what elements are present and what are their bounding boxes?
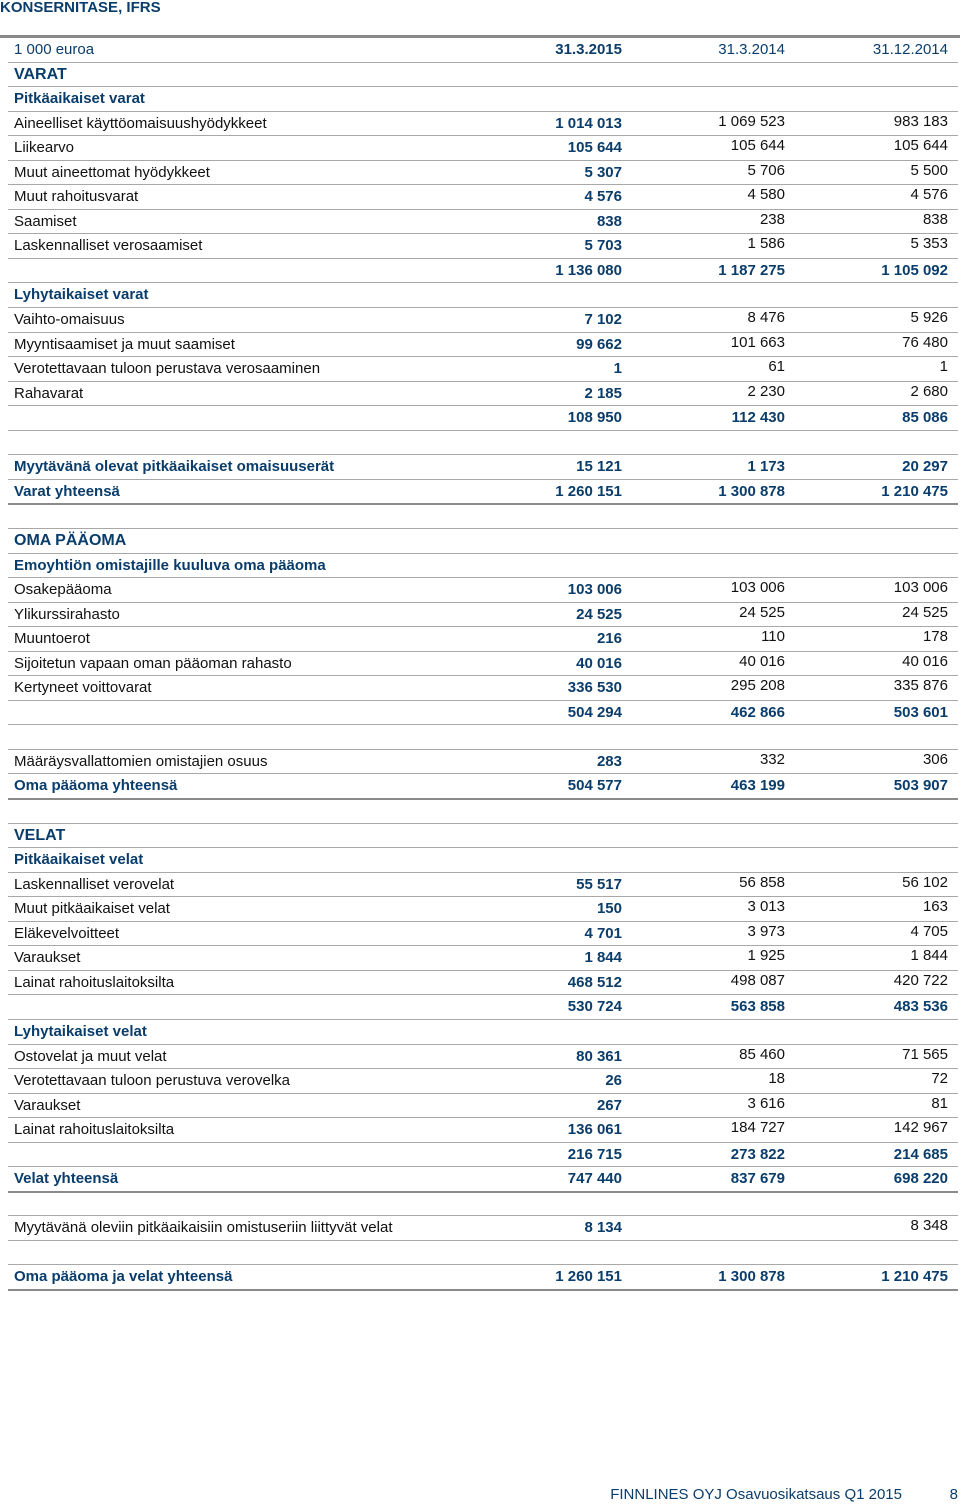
body-row <box>0 1045 960 1070</box>
subsection-row <box>0 283 960 308</box>
row-label: Laskennalliset verovelat <box>14 875 175 893</box>
value-col1: 1 260 151 <box>555 1268 622 1286</box>
body-row <box>0 234 960 259</box>
value-col1: 99 662 <box>576 335 622 353</box>
row-label: Ostovelat ja muut velat <box>14 1047 167 1065</box>
value-col1: 40 016 <box>576 654 622 672</box>
value-col3: 56 102 <box>902 873 948 891</box>
value-col1: 7 102 <box>584 311 622 328</box>
body-row <box>0 333 960 358</box>
row-label: Varaukset <box>14 949 81 967</box>
value-col2: 1 069 523 <box>718 112 785 130</box>
value-col2: 103 006 <box>730 579 785 597</box>
value-col2: 295 208 <box>730 677 785 695</box>
body-row <box>0 750 960 775</box>
value-col3: 1 105 092 <box>881 261 948 279</box>
subsection-row <box>0 848 960 873</box>
value-col2: 184 727 <box>730 1119 785 1137</box>
blank-row <box>0 799 960 824</box>
subtotal-row <box>0 701 960 726</box>
value-col3: 71 565 <box>902 1045 948 1063</box>
subtotal-row <box>0 995 960 1020</box>
blank-row <box>0 431 960 456</box>
subtotal-row <box>0 259 960 284</box>
value-col3: 163 <box>922 898 948 916</box>
value-col1: 105 644 <box>567 139 622 157</box>
row-label: VARAT <box>14 65 67 83</box>
table-header <box>0 38 960 63</box>
unit-label: 1 000 euroa <box>14 41 95 58</box>
body-row <box>0 627 960 652</box>
value-col1: 150 <box>596 900 622 918</box>
body-row <box>0 1094 960 1119</box>
value-col3: 142 967 <box>893 1119 948 1137</box>
value-col1: 1 014 013 <box>555 114 622 132</box>
value-col3: 983 183 <box>893 112 948 130</box>
body-row <box>0 578 960 603</box>
value-col2: 462 866 <box>730 703 785 721</box>
value-col1: 283 <box>596 752 622 770</box>
body-row <box>0 185 960 210</box>
subsection-row <box>0 87 960 112</box>
subsection-row <box>0 554 960 579</box>
value-col3: 8 348 <box>910 1217 948 1235</box>
row-label: Muuntoerot <box>14 630 90 648</box>
value-col2: 85 460 <box>739 1045 785 1063</box>
section-row <box>0 529 960 554</box>
value-col3: 420 722 <box>893 971 948 989</box>
page-title: KONSERNITASE, IFRS <box>0 0 161 16</box>
row-label: Lyhytaikaiset velat <box>14 1022 147 1040</box>
value-col2: 1 300 878 <box>718 1268 785 1286</box>
column-header-3: 31.12.2014 <box>872 41 948 58</box>
value-col3: 4 576 <box>910 186 948 204</box>
row-label: Velat yhteensä <box>14 1170 119 1188</box>
value-col2: 24 525 <box>739 603 785 621</box>
subtotal-row <box>0 406 960 431</box>
row-label: Ylikurssirahasto <box>14 605 120 623</box>
value-col1: 24 525 <box>576 605 622 623</box>
row-label: Laskennalliset verosaamiset <box>14 237 203 255</box>
value-col2: 101 663 <box>730 333 785 351</box>
value-col1: 1 260 151 <box>555 482 622 500</box>
value-col2: 837 679 <box>730 1170 785 1188</box>
value-col1: 5 307 <box>584 163 622 181</box>
row-label: Rahavarat <box>14 384 84 402</box>
value-col3: 20 297 <box>902 458 948 476</box>
column-header-1: 31.3.2015 <box>555 41 622 58</box>
row-label: OMA PÄÄOMA <box>14 531 127 549</box>
page-footer <box>0 1486 960 1504</box>
body-row <box>0 971 960 996</box>
body-row <box>0 161 960 186</box>
body-row <box>0 676 960 701</box>
row-label: Vaihto-omaisuus <box>14 311 125 328</box>
value-col1: 1 <box>613 360 622 378</box>
subsection-row <box>0 1020 960 1045</box>
total-row <box>0 774 960 799</box>
value-col3: 698 220 <box>893 1170 948 1188</box>
value-col2: 1 925 <box>747 947 785 965</box>
value-col2: 61 <box>768 358 785 376</box>
value-col2: 1 586 <box>747 235 785 253</box>
row-label: Myyntisaamiset ja muut saamiset <box>14 335 235 353</box>
row-label: Pitkäaikaiset varat <box>14 90 145 108</box>
row-label: Lyhytaikaiset varat <box>14 286 149 304</box>
row-label: Emoyhtiön omistajille kuuluva oma pääoma <box>14 556 326 574</box>
value-col1: 15 121 <box>576 458 622 476</box>
value-col1: 136 061 <box>567 1121 622 1139</box>
row-label: Muut rahoitusvarat <box>14 188 139 206</box>
row-label: Aineelliset käyttöomaisuushyödykkeet <box>14 114 267 132</box>
value-col2: 463 199 <box>730 777 785 795</box>
value-col1: 216 715 <box>567 1145 622 1163</box>
value-col1: 80 361 <box>576 1047 622 1065</box>
value-col2: 273 822 <box>730 1145 785 1163</box>
value-col2: 1 300 878 <box>718 482 785 500</box>
body-row <box>0 1216 960 1241</box>
body-row <box>0 873 960 898</box>
value-col1: 4 701 <box>584 924 622 942</box>
row-label: Muut aineettomat hyödykkeet <box>14 163 210 181</box>
value-col1: 1 136 080 <box>555 261 622 279</box>
value-col3: 214 685 <box>893 1145 948 1163</box>
body-row <box>0 897 960 922</box>
row-label: Verotettavaan tuloon perustuva verovelka <box>14 1072 291 1090</box>
row-label: Myytävänä olevat pitkäaikaiset omaisuuserät <box>14 458 335 476</box>
total-row <box>0 480 960 505</box>
value-col3: 5 353 <box>910 235 948 253</box>
value-col3: 178 <box>922 628 948 646</box>
section-row <box>0 63 960 88</box>
value-col1: 747 440 <box>567 1170 622 1188</box>
value-col2: 40 016 <box>739 652 785 670</box>
value-col2: 112 430 <box>731 409 785 427</box>
row-label: Varat yhteensä <box>14 482 120 500</box>
body-row <box>0 112 960 137</box>
total-row <box>0 1167 960 1192</box>
value-col3: 1 210 475 <box>881 1268 948 1286</box>
row-label: VELAT <box>14 826 66 844</box>
row-label: Oma pääoma ja velat yhteensä <box>14 1268 233 1286</box>
value-col2: 56 858 <box>739 873 785 891</box>
row-label: Oma pääoma yhteensä <box>14 777 178 795</box>
value-col2: 110 <box>761 628 785 646</box>
body-row <box>0 603 960 628</box>
value-col3: 24 525 <box>902 603 948 621</box>
value-col3: 1 844 <box>910 947 948 965</box>
value-col2: 498 087 <box>730 971 785 989</box>
value-col2: 3 616 <box>747 1094 785 1112</box>
value-col2: 3 973 <box>747 922 785 940</box>
value-col1: 8 134 <box>584 1219 622 1237</box>
value-col3: 335 876 <box>893 677 948 695</box>
value-col2: 1 173 <box>747 458 785 476</box>
value-col2: 1 187 275 <box>718 261 785 279</box>
value-col3: 483 536 <box>893 998 948 1016</box>
body-row <box>0 946 960 971</box>
value-col2: 563 858 <box>730 998 785 1016</box>
value-col3: 72 <box>931 1070 948 1088</box>
blank-row <box>0 1192 960 1217</box>
value-col3: 503 907 <box>893 777 948 795</box>
body-row <box>0 652 960 677</box>
body-row <box>0 382 960 407</box>
row-label: Muut pitkäaikaiset velat <box>14 900 170 918</box>
value-col2: 238 <box>759 210 785 228</box>
row-divider <box>8 1289 958 1291</box>
value-col2: 8 476 <box>747 309 785 326</box>
row-label: Eläkevelvoitteet <box>14 924 120 942</box>
value-col1: 5 703 <box>584 237 622 255</box>
row-label: Verotettavaan tuloon perustava verosaaminen <box>14 360 321 378</box>
value-col3: 2 680 <box>910 382 948 400</box>
value-col3: 40 016 <box>902 652 948 670</box>
value-col3: 76 480 <box>902 333 948 351</box>
footer-text: FINNLINES OYJ Osavuosikatsaus Q1 2015 <box>610 1486 902 1503</box>
body-row <box>0 136 960 161</box>
value-col3: 5 500 <box>910 161 948 179</box>
body-row <box>0 1118 960 1143</box>
value-col2: 105 644 <box>730 137 785 155</box>
row-label: Varaukset <box>14 1096 81 1114</box>
value-col3: 1 <box>939 358 948 376</box>
body-row <box>0 357 960 382</box>
body-row <box>0 308 960 333</box>
value-col1: 26 <box>605 1072 622 1090</box>
value-col1: 530 724 <box>567 998 622 1016</box>
row-label: Saamiset <box>14 212 77 230</box>
blank-row <box>0 504 960 529</box>
value-col3: 105 644 <box>893 137 948 155</box>
subtotal-row <box>0 1143 960 1168</box>
row-label: Sijoitetun vapaan oman pääoman rahasto <box>14 654 292 672</box>
value-col2: 2 230 <box>747 382 785 400</box>
value-col2: 4 580 <box>747 186 785 204</box>
value-col1: 504 294 <box>567 703 622 721</box>
body-row <box>0 922 960 947</box>
value-col3: 503 601 <box>893 703 948 721</box>
value-col1: 336 530 <box>567 679 622 697</box>
column-header-2: 31.3.2014 <box>718 41 785 58</box>
blank-row <box>0 725 960 750</box>
value-col1: 55 517 <box>576 875 622 893</box>
page-number: 8 <box>949 1486 958 1503</box>
body-row <box>0 210 960 235</box>
value-col2: 332 <box>759 750 785 768</box>
value-col3: 306 <box>922 750 948 768</box>
value-col1: 2 185 <box>584 384 622 402</box>
value-col1: 103 006 <box>567 581 622 599</box>
header-divider <box>8 62 958 63</box>
row-label: Osakepääoma <box>14 581 112 599</box>
value-col2: 3 013 <box>747 898 785 916</box>
value-col3: 85 086 <box>902 409 948 427</box>
value-col2: 5 706 <box>747 161 785 179</box>
value-col3: 838 <box>922 210 948 228</box>
value-col2: 18 <box>768 1070 785 1088</box>
row-label: Lainat rahoituslaitoksilta <box>14 973 175 991</box>
value-col1: 468 512 <box>567 973 622 991</box>
value-col3: 1 210 475 <box>881 482 948 500</box>
row-label: Kertyneet voittovarat <box>14 679 152 697</box>
value-col1: 1 844 <box>584 949 622 967</box>
value-col3: 81 <box>931 1094 948 1112</box>
value-col3: 103 006 <box>893 579 948 597</box>
row-label: Myytävänä oleviin pitkäaikaisiin omistuseriin liittyvät velat <box>14 1219 393 1237</box>
blank-row <box>0 1241 960 1266</box>
row-label: Määräysvallattomien omistajien osuus <box>14 752 268 770</box>
value-col3: 4 705 <box>910 922 948 940</box>
value-col3: 5 926 <box>910 309 948 326</box>
row-label: Lainat rahoituslaitoksilta <box>14 1121 175 1139</box>
value-col1: 4 576 <box>584 188 622 206</box>
body-row <box>0 1069 960 1094</box>
row-label: Liikearvo <box>14 139 75 157</box>
value-col1: 108 950 <box>567 409 622 427</box>
total-row <box>0 1265 960 1290</box>
value-col1: 216 <box>596 630 622 648</box>
row-label: Pitkäaikaiset velat <box>14 851 144 869</box>
value-col1: 504 577 <box>567 777 622 795</box>
value-col1: 267 <box>596 1096 622 1114</box>
value-col1: 838 <box>596 212 622 230</box>
section-row <box>0 824 960 849</box>
total-row <box>0 455 960 480</box>
